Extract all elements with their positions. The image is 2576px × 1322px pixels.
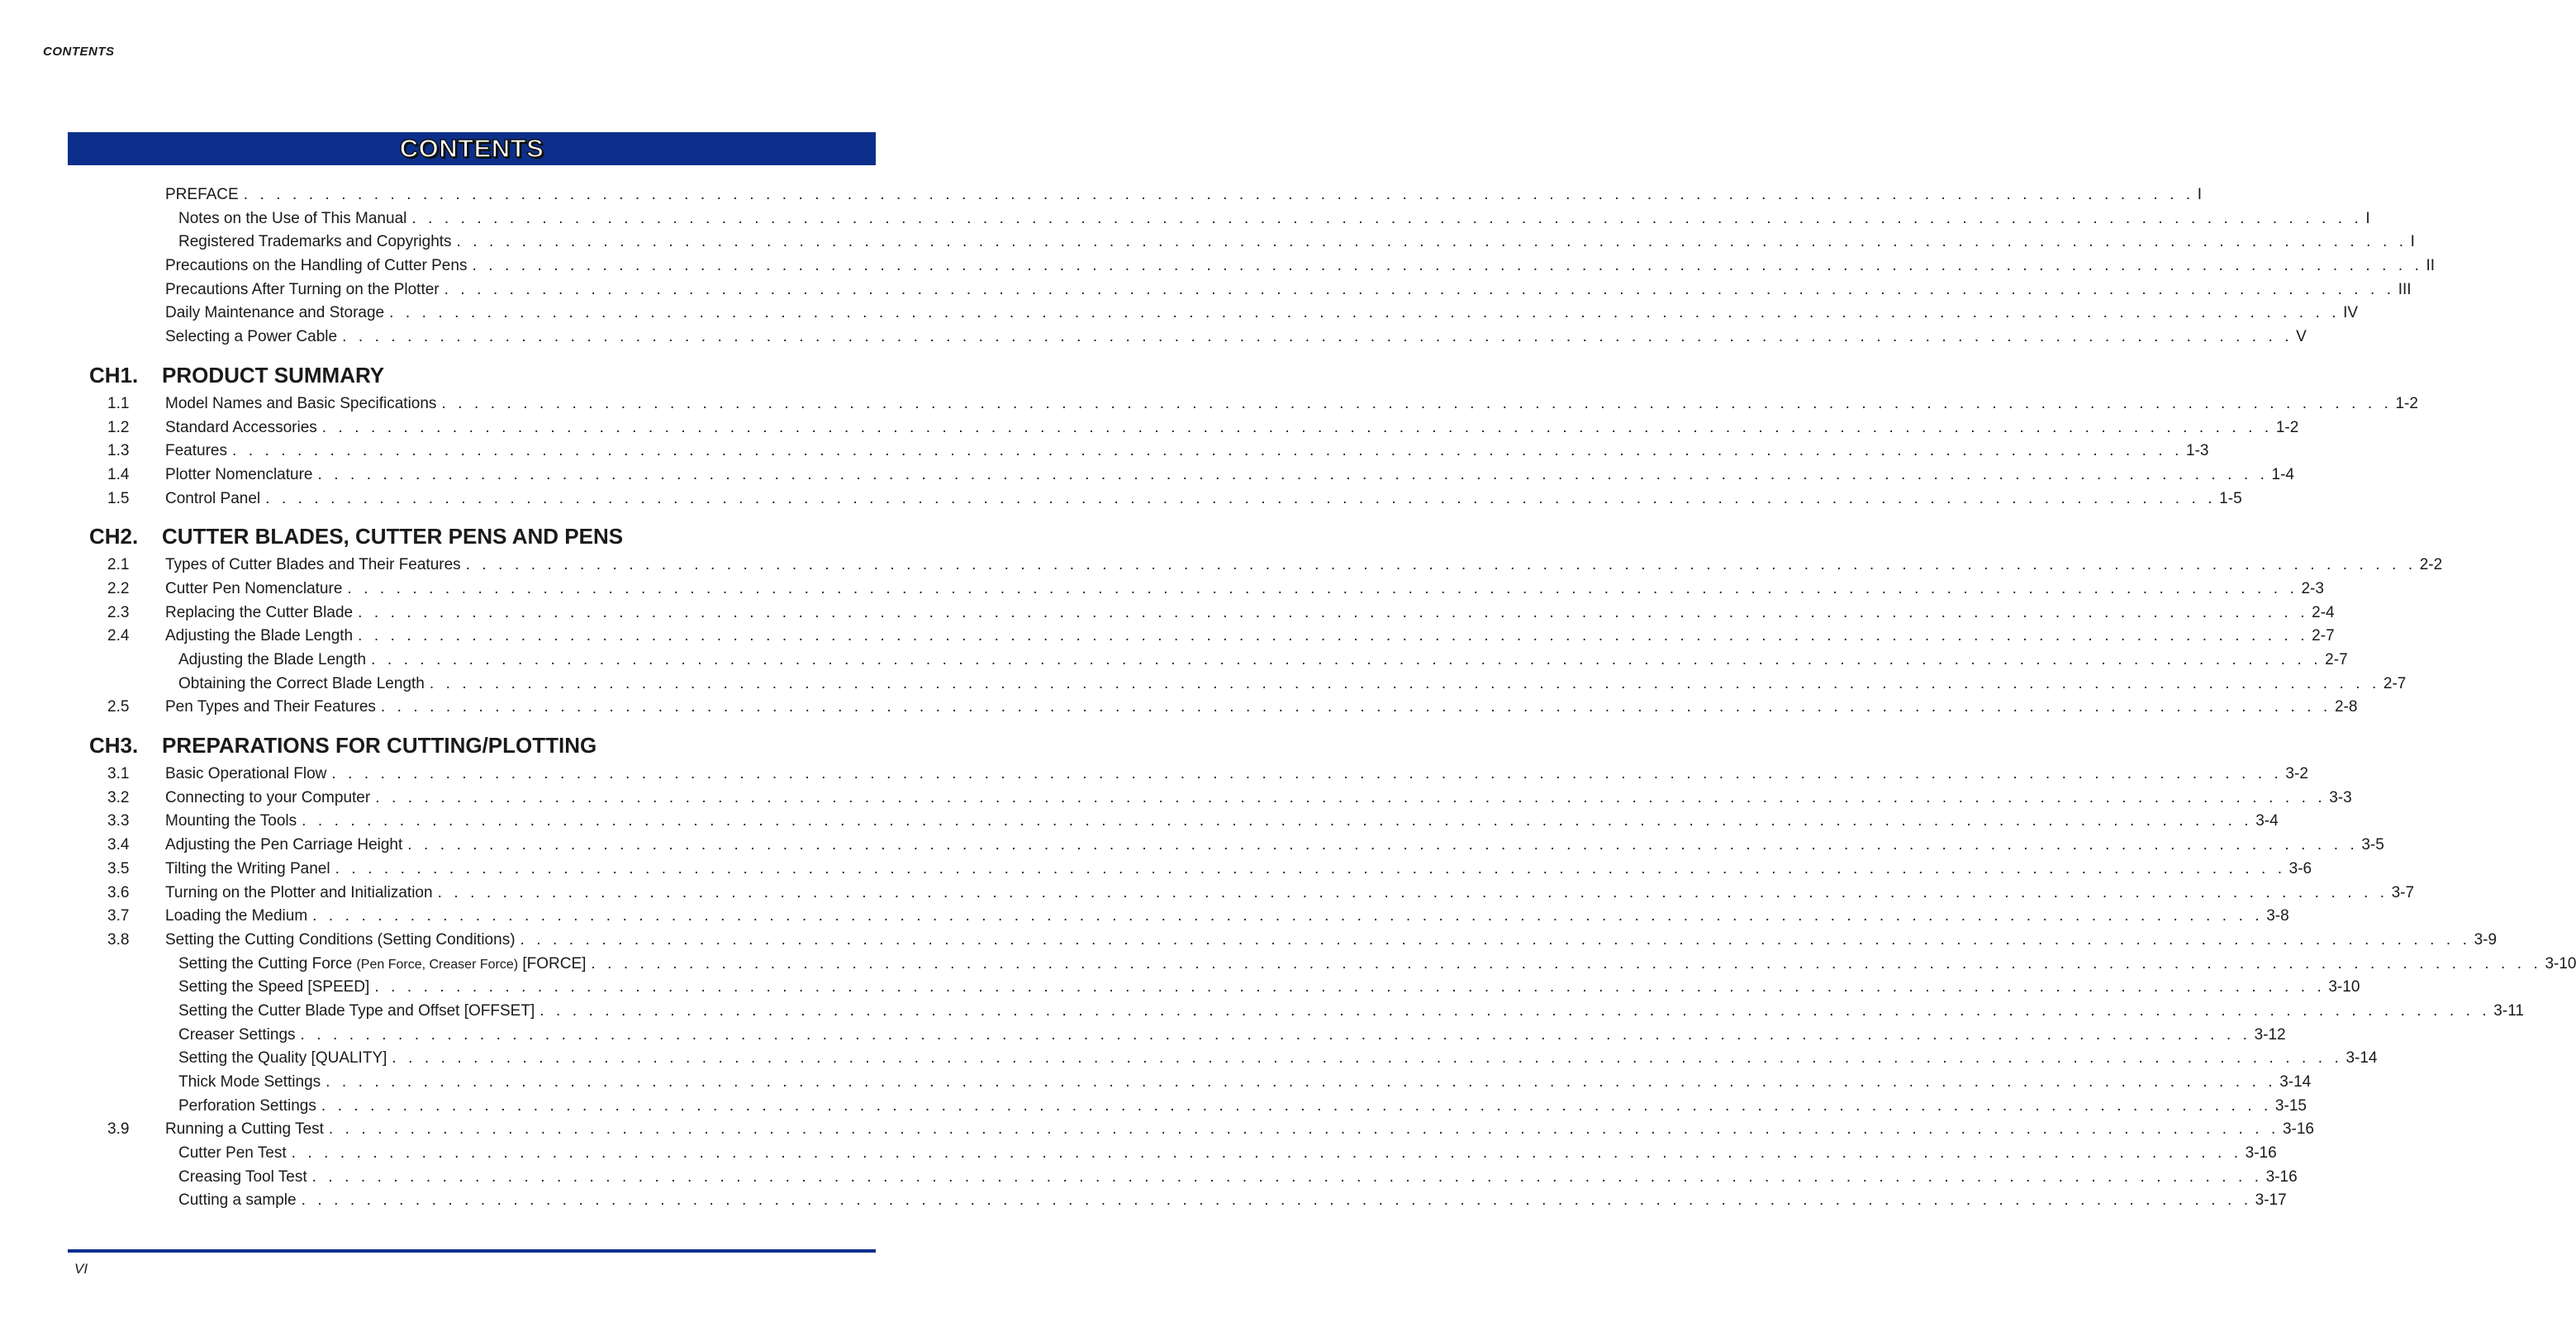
toc-entry-page: IV [2343,304,2359,322]
toc-entry-line [165,834,2384,858]
leader-dots: . . . . . . . . . . . . . . . . . . . . . . . . . . . . . . . . . . . . . . . . . . . . . . . . . . . . . . . . . . . . . . . . . . . . . . . . . . . . . . . . . . . . . . . . . . . . . . . . . . . . . . . . . . . . . . . . . . . . . . . . [342,328,2293,346]
toc-entry-title: Model Names and Basic Specifications [165,394,437,412]
toc-entry-title: Tilting the Writing Panel [165,859,330,877]
toc-entry[interactable] [0,254,2436,278]
toc-entry-title: Thick Mode Settings [178,1073,321,1091]
toc-entry-title: Setting the Cutting Conditions (Setting Conditions) [165,930,516,949]
toc-entry-page: 3-6 [2288,859,2312,877]
toc-entry-line [178,1047,2378,1071]
toc-entry[interactable] [0,278,2412,302]
leader-dots: . . . . . . . . . . . . . . . . . . . . . . . . . . . . . . . . . . . . . . . . . . . . . . . . . . . . . . . . . . . . . . . . . . . . . . . . . . . . . . . . . . . . . . . . . . . . . . . . . . . . . . . . . . . . . . . . . . . . . . . . [243,186,2194,203]
toc-entry-label [178,231,457,254]
toc-entry-label [178,649,371,673]
toc-entry-label [165,882,438,906]
toc-entry-page: 3-11 [2493,1001,2524,1020]
leader-dots: . . . . . . . . . . . . . . . . . . . . . . . . . . . . . . . . . . . . . . . . . . . . . . . . . . . . . . . . . . . . . . . . . . . . . . . . . . . . . . . . . . . . . . . . . . . . . . . . . . . . . . . . . . . . . . . . . . . . . . . . [407,836,2359,854]
toc-entry-suffix: [FORCE] [522,954,587,972]
toc-entry-label [165,905,312,929]
toc-entry-label [165,578,347,602]
toc-entry-label [165,602,358,625]
leader-dots: . . . . . . . . . . . . . . . . . . . . . . . . . . . . . . . . . . . . . . . . . . . . . . . . . . . . . . . . . . . . . . . . . . . . . . . . . . . . . . . . . . . . . . . . . . . . . . . . . . . . . . . . . . . . . . . . . . . . . . . . [291,1144,2242,1163]
toc-entry-number: 2.1 [107,556,130,574]
toc-entry-number: 3.6 [107,883,130,901]
toc-entry-page: V [2296,328,2307,346]
toc-entry-page: 3-4 [2255,812,2279,830]
toc-entry[interactable] [0,392,2418,416]
toc-entry-number: 2.3 [107,603,130,621]
toc-entry-title: Standard Accessories [165,418,317,436]
toc-entry[interactable] [0,554,2443,578]
toc-entry[interactable] [0,953,2576,977]
toc-entry[interactable] [0,1095,2307,1119]
chapter-number: CH3. [89,733,139,758]
leader-dots: . . . . . . . . . . . . . . . . . . . . . . . . . . . . . . . . . . . . . . . . . . . . . . . . . . . . . . . . . . . . . . . . . . . . . . . . . . . . . . . . . . . . . . . . . . . . . . . . . . . . . . . . . . . . . . . . . . . . . . . . [374,978,2326,996]
toc-entry-line [165,882,2415,906]
toc-entry-label [178,1095,321,1119]
table-of-contents [0,183,2576,1213]
toc-entry-number: 2.4 [107,627,130,645]
toc-entry[interactable] [0,763,2308,787]
toc-entry[interactable] [0,183,2203,207]
toc-entry-line [178,1000,2524,1024]
toc-entry-title: Setting the Speed [SPEED] [178,978,370,996]
toc-entry-page: 2-2 [2419,556,2443,574]
leader-dots: . . . . . . . . . . . . . . . . . . . . . . . . . . . . . . . . . . . . . . . . . . . . . . . . . . . . . . . . . . . . . . . . . . . . . . . . . . . . . . . . . . . . . . . . . . . . . . . . . . . . . . . . . . . . . . . . . . . . . . . . [380,698,2331,716]
toc-entry-title: Features [165,442,227,460]
page-title: CONTENTS [399,134,544,163]
toc-entry[interactable] [0,302,2359,326]
leader-dots: . . . . . . . . . . . . . . . . . . . . . . . . . . . . . . . . . . . . . . . . . . . . . . . . . . . . . . . . . . . . . . . . . . . . . . . . . . . . . . . . . . . . . . . . . . . . . . . . . . . . . . . . . . . . . . . . . . . . . . . . [326,1073,2277,1091]
toc-entry[interactable] [0,1047,2378,1071]
leader-dots: . . . . . . . . . . . . . . . . . . . . . . . . . . . . . . . . . . . . . . . . . . . . . . . . . . . . . . . . . . . . . . . . . . . . . . . . . . . . . . . . . . . . . . . . . . . . . . . . . . . . . . . . . . . . . . . . . . . . . . . . [321,418,2273,436]
chapter-heading[interactable] [0,521,935,552]
toc-entry-label [165,416,322,440]
toc-entry-label [165,326,342,350]
chapter-title: PREPARATIONS FOR CUTTING/PLOTTING [162,733,597,758]
toc-entry-line [165,696,2358,720]
toc-entry-title: PREFACE [165,186,239,203]
toc-entry[interactable] [0,649,2348,673]
toc-entry-title: Adjusting the Blade Length [178,651,367,668]
toc-entry[interactable] [0,487,2242,511]
toc-entry-label [178,207,411,231]
toc-entry[interactable] [0,1189,2287,1213]
toc-entry-title: Plotter Nomenclature [165,465,313,483]
toc-entry-number: 3.2 [107,788,130,806]
toc-entry[interactable] [0,882,2415,906]
toc-entry[interactable] [0,578,2324,602]
leader-dots: . . . . . . . . . . . . . . . . . . . . . . . . . . . . . . . . . . . . . . . . . . . . . . . . . . . . . . . . . . . . . . . . . . . . . . . . . . . . . . . . . . . . . . . . . . . . . . . . . . . . . . . . . . . . . . . . . . . . . . . . [441,394,2393,412]
toc-entry-label [178,1071,326,1095]
toc-entry-line [165,254,2436,278]
running-header: CONTENTS [43,45,115,59]
toc-entry-line [165,302,2359,326]
toc-entry-line [178,207,2370,231]
toc-entry-number: 3.4 [107,836,130,854]
toc-entry-title: Connecting to your Computer [165,788,371,806]
leader-dots: . . . . . . . . . . . . . . . . . . . . . . . . . . . . . . . . . . . . . . . . . . . . . . . . . . . . . . . . . . . . . . . . . . . . . . . . . . . . . . . . . . . . . . . . . . . . . . . . . . . . . . . . . . . . . . . . . . . . . . . . [465,556,2417,574]
toc-entry-title: Loading the Medium [165,907,308,925]
toc-entry-line [165,326,2307,350]
leader-dots: . . . . . . . . . . . . . . . . . . . . . . . . . . . . . . . . . . . . . . . . . . . . . . . . . . . . . . . . . . . . . . . . . . . . . . . . . . . . . . . . . . . . . . . . . . . . . . . . . . . . . . . . . . . . . . . . . . . . . . . . [411,209,2363,227]
toc-entry-page: 3-7 [2391,883,2415,901]
toc-entry-title: Mounting the Tools [165,812,297,830]
toc-entry-line [165,810,2279,834]
toc-entry[interactable] [0,858,2312,882]
toc-entry-title: Precautions on the Handling of Cutter Pens [165,257,468,275]
toc-entry-title: Adjusting the Pen Carriage Height [165,836,403,854]
toc-entry-label [165,1118,329,1142]
leader-dots: . . . . . . . . . . . . . . . . . . . . . . . . . . . . . . . . . . . . . . . . . . . . . . . . . . . . . . . . . . . . . . . . . . . . . . . . . . . . . . . . . . . . . . . . . . . . . . . . . . . . . . . . . . . . . . . . . . . . . . . . [231,442,2184,460]
leader-dots: . . . . . . . . . . . . . . . . . . . . . . . . . . . . . . . . . . . . . . . . . . . . . . . . . . . . . . . . . . . . . . . . . . . . . . . . . . . . . . . . . . . . . . . . . . . . . . . . . . . . . . . . . . . . . . . . . . . . . . . . [317,465,2269,483]
leader-dots: . . . . . . . . . . . . . . . . . . . . . . . . . . . . . . . . . . . . . . . . . . . . . . . . . . . . . . . . . . . . . . . . . . . . . . . . . . . . . . . . . . . . . . . . . . . . . . . . . . . . . . . . . . . . . . . . . . . . . . . . [331,765,2283,783]
leader-dots: . . . . . . . . . . . . . . . . . . . . . . . . . . . . . . . . . . . . . . . . . . . . . . . . . . . . . . . . . . . . . . . . . . . . . . . . . . . . . . . . . . . . . . . . . . . . . . . . . . . . . . . . . . . . . . . . . . . . . . . . [328,1120,2279,1139]
toc-entry-line [178,673,2407,697]
toc-entry-label [178,1189,302,1213]
toc-entry-number: 3.7 [107,907,130,925]
contents-title-bar [68,132,876,165]
toc-entry-line [178,649,2348,673]
toc-entry-label [165,696,381,720]
toc-entry-label [165,858,335,882]
toc-entry-title: Basic Operational Flow [165,765,327,783]
toc-entry-line [165,440,2209,464]
toc-entry-label [165,810,302,834]
toc-entry-number: 3.1 [107,765,130,783]
toc-entry-title: Setting the Cutting Force [178,954,353,972]
toc-entry-page: 3-17 [2255,1191,2287,1210]
toc-entry-title: Cutting a sample [178,1191,297,1210]
toc-entry-label [165,787,375,811]
toc-entry-line [165,787,2352,811]
toc-entry-title: Creaser Settings [178,1025,296,1044]
leader-dots: . . . . . . . . . . . . . . . . . . . . . . . . . . . . . . . . . . . . . . . . . . . . . . . . . . . . . . . . . . . . . . . . . . . . . . . . . . . . . . . . . . . . . . . . . . . . . . . . . . . . . . . . . . . . . . . . . . . . . . . . [347,579,2298,597]
toc-entry[interactable] [0,929,2498,953]
toc-entry-label [165,183,244,207]
toc-entry-title: Types of Cutter Blades and Their Features [165,556,461,574]
leader-dots: . . . . . . . . . . . . . . . . . . . . . . . . . . . . . . . . . . . . . . . . . . . . . . . . . . . . . . . . . . . . . . . . . . . . . . . . . . . . . . . . . . . . . . . . . . . . . . . . . . . . . . . . . . . . . . . . . . . . . . . . [591,954,2542,972]
toc-entry-line [165,763,2308,787]
toc-entry-title: Selecting a Power Cable [165,328,338,346]
toc-entry-line [165,416,2299,440]
toc-entry-line [165,278,2412,302]
toc-entry[interactable] [0,602,2335,625]
leader-dots: . . . . . . . . . . . . . . . . . . . . . . . . . . . . . . . . . . . . . . . . . . . . . . . . . . . . . . . . . . . . . . . . . . . . . . . . . . . . . . . . . . . . . . . . . . . . . . . . . . . . . . . . . . . . . . . . . . . . . . . . [392,1049,2343,1068]
toc-entry[interactable] [0,787,2352,811]
toc-entry-line [178,976,2360,1000]
toc-entry-number: 3.5 [107,859,130,877]
toc-entry-label [178,1000,539,1024]
toc-entry-number: 1.4 [107,465,130,483]
leader-dots: . . . . . . . . . . . . . . . . . . . . . . . . . . . . . . . . . . . . . . . . . . . . . . . . . . . . . . . . . . . . . . . . . . . . . . . . . . . . . . . . . . . . . . . . . . . . . . . . . . . . . . . . . . . . . . . . . . . . . . . . [371,651,2322,668]
leader-dots: . . . . . . . . . . . . . . . . . . . . . . . . . . . . . . . . . . . . . . . . . . . . . . . . . . . . . . . . . . . . . . . . . . . . . . . . . . . . . . . . . . . . . . . . . . . . . . . . . . . . . . . . . . . . . . . . . . . . . . . . [358,603,2309,621]
toc-entry[interactable] [0,834,2384,858]
leader-dots: . . . . . . . . . . . . . . . . . . . . . . . . . . . . . . . . . . . . . . . . . . . . . . . . . . . . . . . . . . . . . . . . . . . . . . . . . . . . . . . . . . . . . . . . . . . . . . . . . . . . . . . . . . . . . . . . . . . . . . . . [444,280,2395,298]
leader-dots: . . . . . . . . . . . . . . . . . . . . . . . . . . . . . . . . . . . . . . . . . . . . . . . . . . . . . . . . . . . . . . . . . . . . . . . . . . . . . . . . . . . . . . . . . . . . . . . . . . . . . . . . . . . . . . . . . . . . . . . . [389,304,2341,322]
toc-entry-number: 3.8 [107,930,130,949]
toc-entry-title: Precautions After Turning on the Plotter [165,280,440,298]
toc-entry-page: III [2398,280,2412,298]
leader-dots: . . . . . . . . . . . . . . . . . . . . . . . . . . . . . . . . . . . . . . . . . . . . . . . . . . . . . . . . . . . . . . . . . . . . . . . . . . . . . . . . . . . . . . . . . . . . . . . . . . . . . . . . . . . . . . . . . . . . . . . . [335,859,2286,877]
toc-entry[interactable] [0,1071,2312,1095]
toc-entry-page: II [2426,257,2436,275]
toc-entry-label [165,763,331,787]
toc-entry-label [165,834,407,858]
toc-entry-page: I [2197,186,2203,203]
toc-entry-number: 3.3 [107,812,130,830]
toc-entry[interactable] [0,1024,2286,1048]
toc-entry-page: 1-4 [2271,465,2294,483]
toc-entry-number: 3.9 [107,1120,130,1139]
toc-entry[interactable] [0,696,2358,720]
toc-entry[interactable] [0,1166,2298,1190]
toc-entry-line [178,1024,2286,1048]
leader-dots: . . . . . . . . . . . . . . . . . . . . . . . . . . . . . . . . . . . . . . . . . . . . . . . . . . . . . . . . . . . . . . . . . . . . . . . . . . . . . . . . . . . . . . . . . . . . . . . . . . . . . . . . . . . . . . . . . . . . . . . . [437,883,2388,901]
toc-entry-title: Setting the Cutter Blade Type and Offset [OFFSET] [178,1001,535,1020]
toc-entry-number: 1.3 [107,442,130,460]
toc-entry-number: 2.2 [107,579,130,597]
toc-entry-label [178,1047,392,1071]
toc-entry[interactable] [0,1142,2277,1166]
toc-entry-page: I [2365,209,2370,227]
toc-entry-page: 3-5 [2361,836,2384,854]
toc-entry-title: Replacing the Cutter Blade [165,603,354,621]
toc-entry-line [178,1071,2312,1095]
toc-entry[interactable] [0,207,2370,231]
leader-dots: . . . . . . . . . . . . . . . . . . . . . . . . . . . . . . . . . . . . . . . . . . . . . . . . . . . . . . . . . . . . . . . . . . . . . . . . . . . . . . . . . . . . . . . . . . . . . . . . . . . . . . . . . . . . . . . . . . . . . . . . [302,812,2253,830]
chapter-title: CUTTER BLADES, CUTTER PENS AND PENS [162,524,624,549]
leader-dots: . . . . . . . . . . . . . . . . . . . . . . . . . . . . . . . . . . . . . . . . . . . . . . . . . . . . . . . . . . . . . . . . . . . . . . . . . . . . . . . . . . . . . . . . . . . . . . . . . . . . . . . . . . . . . . . . . . . . . . . . [312,907,2264,925]
toc-entry[interactable] [0,440,2209,464]
chapter-title: PRODUCT SUMMARY [162,362,385,388]
toc-entry-title: Setting the Quality [QUALITY] [178,1049,387,1068]
toc-entry-label [165,278,444,302]
leader-dots: . . . . . . . . . . . . . . . . . . . . . . . . . . . . . . . . . . . . . . . . . . . . . . . . . . . . . . . . . . . . . . . . . . . . . . . . . . . . . . . . . . . . . . . . . . . . . . . . . . . . . . . . . . . . . . . . . . . . . . . . [321,1096,2272,1115]
toc-entry-line [178,953,2576,977]
toc-entry-line [165,1118,2314,1142]
toc-entry-page: 2-7 [2312,627,2335,645]
toc-entry-page: 2-4 [2312,603,2335,621]
toc-entry-title: Daily Maintenance and Storage [165,304,385,322]
toc-entry-page: 3-16 [2245,1144,2277,1163]
toc-entry-page: 2-8 [2334,698,2358,716]
toc-entry-label [165,440,232,464]
toc-entry-page: 3-14 [2345,1049,2378,1068]
toc-entry[interactable] [0,1118,2314,1142]
leader-dots: . . . . . . . . . . . . . . . . . . . . . . . . . . . . . . . . . . . . . . . . . . . . . . . . . . . . . . . . . . . . . . . . . . . . . . . . . . . . . . . . . . . . . . . . . . . . . . . . . . . . . . . . . . . . . . . . . . . . . . . . [375,788,2326,806]
toc-entry-page: I [2410,233,2415,251]
toc-entry-title: Obtaining the Correct Blade Length [178,674,425,692]
toc-entry-page: 1-3 [2186,442,2209,460]
toc-entry-line [178,1166,2298,1190]
toc-entry-line [165,578,2324,602]
toc-entry-page: 3-15 [2274,1096,2307,1115]
toc-entry-page: 3-10 [2328,978,2360,996]
leader-dots: . . . . . . . . . . . . . . . . . . . . . . . . . . . . . . . . . . . . . . . . . . . . . . . . . . . . . . . . . . . . . . . . . . . . . . . . . . . . . . . . . . . . . . . . . . . . . . . . . . . . . . . . . . . . . . . . . . . . . . . . [539,1001,2491,1020]
toc-entry-label [165,464,317,487]
toc-entry-page: 3-3 [2329,788,2352,806]
toc-entry-title: Perforation Settings [178,1096,316,1115]
toc-entry[interactable] [0,326,2307,350]
toc-entry-title: Pen Types and Their Features [165,698,376,716]
toc-entry-page: 3-14 [2279,1073,2312,1091]
leader-dots: . . . . . . . . . . . . . . . . . . . . . . . . . . . . . . . . . . . . . . . . . . . . . . . . . . . . . . . . . . . . . . . . . . . . . . . . . . . . . . . . . . . . . . . . . . . . . . . . . . . . . . . . . . . . . . . . . . . . . . . . [520,930,2471,949]
toc-entry-line [165,905,2289,929]
toc-entry-line [178,1142,2277,1166]
leader-dots: . . . . . . . . . . . . . . . . . . . . . . . . . . . . . . . . . . . . . . . . . . . . . . . . . . . . . . . . . . . . . . . . . . . . . . . . . . . . . . . . . . . . . . . . . . . . . . . . . . . . . . . . . . . . . . . . . . . . . . . . [472,257,2423,275]
toc-entry-line [165,625,2335,649]
toc-entry[interactable] [0,810,2279,834]
toc-entry-label [165,929,520,953]
toc-entry-line [178,1189,2287,1213]
chapter-heading[interactable] [0,730,935,761]
toc-entry-title: Cutter Pen Nomenclature [165,579,343,597]
leader-dots: . . . . . . . . . . . . . . . . . . . . . . . . . . . . . . . . . . . . . . . . . . . . . . . . . . . . . . . . . . . . . . . . . . . . . . . . . . . . . . . . . . . . . . . . . . . . . . . . . . . . . . . . . . . . . . . . . . . . . . . . [265,489,2217,507]
chapter-heading[interactable] [0,359,935,391]
toc-entry-label [165,254,472,278]
toc-entry-title: Adjusting the Blade Length [165,627,354,645]
toc-entry-page: 2-7 [2325,651,2348,668]
toc-entry-label [178,1142,292,1166]
toc-entry[interactable] [0,673,2407,697]
toc-entry-label [165,487,265,511]
leader-dots: . . . . . . . . . . . . . . . . . . . . . . . . . . . . . . . . . . . . . . . . . . . . . . . . . . . . . . . . . . . . . . . . . . . . . . . . . . . . . . . . . . . . . . . . . . . . . . . . . . . . . . . . . . . . . . . . . . . . . . . . [300,1025,2251,1044]
page-number: VI [74,1261,88,1277]
toc-entry-label [165,302,389,326]
leader-dots: . . . . . . . . . . . . . . . . . . . . . . . . . . . . . . . . . . . . . . . . . . . . . . . . . . . . . . . . . . . . . . . . . . . . . . . . . . . . . . . . . . . . . . . . . . . . . . . . . . . . . . . . . . . . . . . . . . . . . . . . [456,233,2407,251]
toc-entry-page: 3-2 [2285,765,2308,783]
toc-entry-line [178,231,2415,254]
toc-entry-label [178,673,430,697]
toc-entry[interactable] [0,464,2294,487]
leader-dots: . . . . . . . . . . . . . . . . . . . . . . . . . . . . . . . . . . . . . . . . . . . . . . . . . . . . . . . . . . . . . . . . . . . . . . . . . . . . . . . . . . . . . . . . . . . . . . . . . . . . . . . . . . . . . . . . . . . . . . . . [311,1167,2263,1186]
toc-entry-title: Creasing Tool Test [178,1167,307,1186]
toc-entry-line [165,464,2294,487]
toc-entry-title: Turning on the Plotter and Initialization [165,883,433,901]
leader-dots: . . . . . . . . . . . . . . . . . . . . . . . . . . . . . . . . . . . . . . . . . . . . . . . . . . . . . . . . . . . . . . . . . . . . . . . . . . . . . . . . . . . . . . . . . . . . . . . . . . . . . . . . . . . . . . . . . . . . . . . . [301,1191,2252,1210]
toc-entry-number: 2.5 [107,698,130,716]
toc-entry-page: 3-10 [2545,954,2576,972]
toc-entry-line [165,929,2498,953]
toc-entry-label [165,554,466,578]
toc-entry[interactable] [0,1000,2524,1024]
toc-entry[interactable] [0,416,2299,440]
toc-entry[interactable] [0,905,2289,929]
toc-entry-line [165,858,2312,882]
toc-entry-page: 1-2 [2275,418,2299,436]
leader-dots: . . . . . . . . . . . . . . . . . . . . . . . . . . . . . . . . . . . . . . . . . . . . . . . . . . . . . . . . . . . . . . . . . . . . . . . . . . . . . . . . . . . . . . . . . . . . . . . . . . . . . . . . . . . . . . . . . . . . . . . . [429,674,2380,692]
toc-entry-label [178,1024,301,1048]
toc-entry-title: Registered Trademarks and Copyrights [178,233,452,251]
toc-entry[interactable] [0,625,2335,649]
toc-entry-title: Running a Cutting Test [165,1120,324,1139]
toc-entry-page: 2-3 [2301,579,2324,597]
toc-entry-number: 1.2 [107,418,130,436]
toc-entry-page: 3-16 [2282,1120,2314,1139]
toc-entry-page: 3-9 [2474,930,2498,949]
toc-entry-page: 3-8 [2266,907,2289,925]
chapter-number: CH1. [89,362,139,388]
toc-entry-page: 2-7 [2383,674,2407,692]
toc-entry-label [165,625,358,649]
chapter-number: CH2. [89,524,139,549]
toc-entry-label [178,1166,312,1190]
toc-entry-line [165,392,2418,416]
toc-entry-line [165,487,2242,511]
toc-entry-line [165,554,2443,578]
toc-entry-title: Control Panel [165,489,261,507]
toc-entry-number: 1.1 [107,394,130,412]
leader-dots: . . . . . . . . . . . . . . . . . . . . . . . . . . . . . . . . . . . . . . . . . . . . . . . . . . . . . . . . . . . . . . . . . . . . . . . . . . . . . . . . . . . . . . . . . . . . . . . . . . . . . . . . . . . . . . . . . . . . . . . . [358,627,2309,645]
toc-entry[interactable] [0,231,2415,254]
footer-rule [68,1249,876,1253]
toc-entry-number: 1.5 [107,489,130,507]
toc-entry-line [165,602,2335,625]
toc-entry[interactable] [0,976,2360,1000]
toc-entry-label [165,392,441,416]
toc-entry-title: Cutter Pen Test [178,1144,287,1163]
toc-entry-label [178,953,591,977]
toc-entry-line [165,183,2203,207]
toc-entry-line [178,1095,2307,1119]
toc-entry-page: 1-5 [2219,489,2242,507]
toc-entry-note: (Pen Force, Creaser Force) [356,957,519,972]
toc-entry-page: 3-12 [2254,1025,2286,1044]
toc-entry-page: 1-2 [2395,394,2418,412]
toc-entry-title: Notes on the Use of This Manual [178,209,407,227]
toc-entry-page: 3-16 [2265,1167,2298,1186]
toc-entry-label [178,976,374,1000]
